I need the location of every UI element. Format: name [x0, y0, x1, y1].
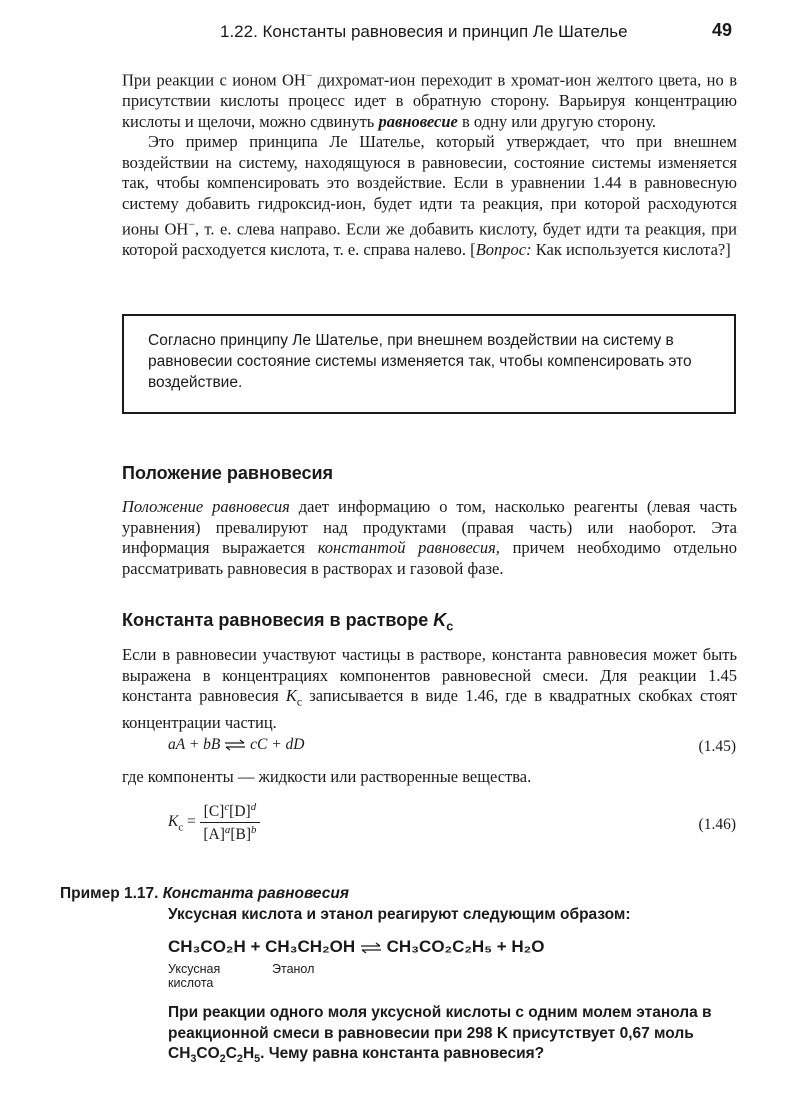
- label-acetic-acid: Уксусная кислота: [168, 962, 221, 990]
- equation-number-1-46: (1.46): [698, 816, 736, 833]
- equation-1-46: $K_c$ = $\frac{[C]^c[D]^d}{[A]^a[B]^b}$: [168, 801, 260, 844]
- equilibrium-arrows-icon: [224, 739, 246, 751]
- section-2-paragraph: Если в равновесии участвуют частицы в растворе, константа равновесия может быть выражена в концентрациях компонентов равновесной смеси. Для реакции 1.45 константа равновесия $K_c$ записывается в виде 1.46, где в квадратных скобках стоят концентрации частиц.: [122, 645, 737, 733]
- equilibrium-arrows-icon: [360, 942, 382, 954]
- intro-paragraph-1: При реакции с ионом OH− дихромат-ион переходит в хромат-ион желтого цвета, но в присутствии кислоты процесс идет в обратную сторону. Варьируя концентрацию кислоты и щелочи, можно сдвинуть равновесие в одну или другую сторону.: [122, 70, 737, 131]
- page-number: 49: [711, 20, 732, 40]
- intro-block: [122, 66, 737, 260]
- section-heading-constant: Константа равновесия в растворе $K_c$: [122, 610, 454, 634]
- equation-number-1-45: (1.45): [698, 738, 736, 755]
- section-heading-position: Положение равновесия: [122, 463, 334, 483]
- example-question: При реакции одного моля уксусной кислоты с одним молем этанола в реакционной смеси в равновесии при 298 K присутствует 0,67 моль $CH_3CO_2C_2H_5$. Чему равна константа равновесия?: [168, 1004, 712, 1066]
- example-intro: Уксусная кислота и этанол реагируют следующим образом:: [168, 906, 631, 923]
- equation-1-45: aA + bB cC + dD: [168, 736, 305, 753]
- key-point-text: Согласно принципу Ле Шателье, при внешнем воздействии на систему в равновесии состояние системы изменяется так, чтобы компенсировать это воздействие.: [148, 332, 692, 391]
- components-note: где компоненты — жидкости или растворенные вещества.: [122, 767, 532, 786]
- section-1-paragraph: Положение равновесия дает информацию о том, насколько реагенты (левая часть уравнения) превалируют над продуктами (правая часть) или наоборот. Эта информация выражается константой равновесия, причем необходимо отдельно рассматривать равновесия в растворах и газовой фазе.: [122, 497, 738, 578]
- intro-paragraph-2: Это пример принципа Ле Шателье, который утверждает, что при внешнем воздействии на систему, находящуюся в равновесии, состояние системы изменяется так, чтобы компенсировать это воздействие. Если в уравнении 1.44 в равновесную систему добавить гидроксид-ион, будет идти та реакция, при которой расходуются ионы OH−, т. е. слева направо. Если же добавить кислоту, будет идти та реакция, при которой расходуется кислота, т. е. справа налево. [Вопрос: Как используется кислота?]: [122, 132, 738, 259]
- example-heading: Пример 1.17. Константа равновесия: [60, 885, 349, 902]
- kc-fraction: $\frac{[C]^c[D]^d}{[A]^a[B]^b}$: [200, 801, 260, 844]
- label-ethanol: Этанол: [272, 962, 315, 976]
- example-reaction: CH₃CO₂H + CH₃CH₂OH CH₃CO₂C₂H₅ + H₂O: [168, 937, 545, 956]
- running-header: 1.22. Константы равновесия и принцип Ле Шателье: [220, 22, 628, 41]
